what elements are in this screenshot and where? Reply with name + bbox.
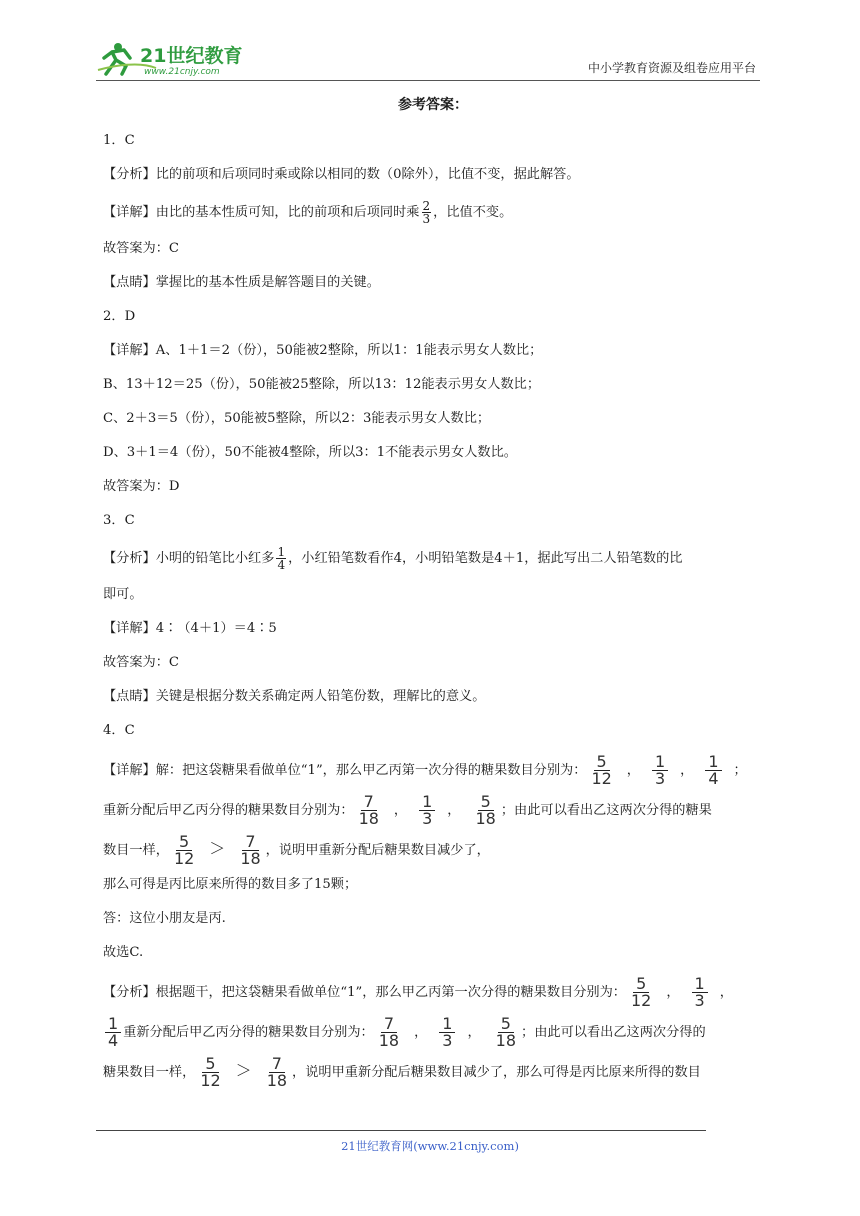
fraction [419, 794, 435, 827]
numerator: 7 [242, 834, 258, 851]
q3-detail-text: 4∶（4＋1）＝4∶5 [155, 621, 277, 636]
q3-analysis [103, 544, 763, 574]
q1-detail [103, 198, 763, 228]
q4-detail-5: 答：这位小朋友是丙. [103, 911, 226, 926]
site-logo [96, 38, 266, 78]
detail-tag: 【详解】 [103, 763, 156, 778]
q3-comment [103, 686, 763, 708]
denominator: 4 [277, 558, 286, 572]
numerator: 1 [692, 976, 708, 993]
fraction [237, 834, 263, 867]
q3-number: 3．C [103, 513, 135, 528]
fraction [628, 976, 654, 1009]
denominator: 3 [422, 809, 433, 828]
numerator: 2 [422, 199, 431, 213]
q4-detail-text: 数目一样， [103, 843, 169, 858]
q4-analysis-text-end: ；由此可以看出乙这两次分得的 [521, 1025, 706, 1040]
fraction [472, 794, 498, 827]
numerator: 1 [105, 1016, 121, 1033]
q4-number: 4．C [103, 723, 135, 738]
q2-line-c: C、2＋3＝5（份），50能被5整除，所以2：3能表示男女人数比； [103, 411, 491, 426]
fraction [692, 976, 708, 1009]
fraction [439, 1016, 455, 1049]
q2-detail-a [103, 340, 763, 362]
denominator: 18 [495, 1031, 517, 1050]
q4-analysis-2: $\frac{1}{4}$ 重新分配后甲乙丙分得的糖果数目分别为： $\frac{7}{18}$ ， $\frac{1}{3}$ ， $\frac{5}{18}$ ；由此可以看出乙这两次分得的 [103, 1016, 763, 1046]
logo-text: 21世纪教育 [140, 45, 243, 67]
denominator: 3 [422, 212, 431, 226]
logo-url: www.21cnjy.com [144, 67, 220, 77]
numerator: 5 [176, 834, 192, 851]
fraction [588, 754, 614, 787]
denominator: 18 [266, 1071, 288, 1090]
q3-analysis-cont: 即可。 [103, 587, 143, 602]
q4-analysis-text: 糖果数目一样， [103, 1065, 196, 1080]
fraction [705, 754, 721, 787]
denominator: 4 [708, 769, 719, 788]
q3-answer: 故答案为：C [103, 655, 180, 670]
numerator: 1 [439, 1016, 455, 1033]
greater-than: ＞ [235, 1061, 252, 1080]
denominator: 18 [358, 809, 379, 828]
q1-analysis [103, 164, 763, 186]
detail-tag: 【详解】 [103, 343, 156, 358]
fraction [171, 834, 197, 867]
analysis-tag: 【分析】 [103, 985, 156, 1000]
q4-analysis-3 [103, 1054, 763, 1090]
denominator: 12 [173, 849, 195, 868]
denominator: 3 [442, 1031, 453, 1050]
q4-detail-text: 解：把这袋糖果看做单位“1”，那么甲乙丙第一次分得的糖果数目分别为： [155, 763, 587, 778]
fraction [197, 1056, 223, 1089]
denominator: 18 [378, 1031, 400, 1050]
denominator: 18 [475, 809, 496, 828]
q4-detail-6: 故选C. [103, 945, 144, 960]
q1-number: 1．C [103, 133, 135, 148]
page-title: 参考答案： [398, 97, 468, 113]
fraction [376, 1016, 402, 1049]
greater-than: ＞ [209, 839, 226, 858]
q4-detail-text-end: ；由此可以看出乙这两次分得的糖果 [500, 803, 712, 818]
q4-detail-text: 重新分配后甲乙丙分得的糖果数目分别为： [103, 803, 354, 818]
numerator: 7 [361, 794, 377, 811]
fraction [105, 1016, 121, 1049]
q3-comment-text: 关键是根据分数关系确定两人铅笔份数，理解比的意义。 [155, 689, 486, 704]
fraction [493, 1016, 519, 1049]
denominator: 3 [694, 991, 705, 1010]
denominator: 12 [631, 991, 652, 1010]
numerator: 1 [419, 794, 435, 811]
q4-detail-text-end: ，说明甲重新分配后糖果数目减少了， [265, 843, 490, 858]
q3-detail [103, 618, 763, 640]
footer-rule [96, 1130, 706, 1131]
q4-analysis-text: 根据题干，把这袋糖果看做单位“1”，那么甲乙丙第一次分得的糖果数目分别为： [155, 985, 626, 1000]
q3-analysis-text-end: ，小红铅笔数看作4，小明铅笔数是4＋1，据此写出二人铅笔数的比 [288, 551, 683, 566]
detail-tag: 【详解】 [103, 621, 156, 636]
comment-tag: 【点睛】 [103, 689, 156, 704]
page-footer: 21世纪教育网(www.21cnjy.com) [341, 1139, 519, 1153]
platform-name: 中小学教育资源及组卷应用平台 [587, 61, 756, 75]
q4-analysis-text: 重新分配后甲乙丙分得的糖果数目分别为： [123, 1025, 374, 1040]
q1-comment-text: 掌握比的基本性质是解答题目的关键。 [155, 275, 380, 290]
denominator: 18 [240, 849, 261, 868]
numerator: 5 [478, 794, 494, 811]
numerator: 5 [202, 1056, 218, 1073]
analysis-tag: 【分析】 [103, 551, 156, 566]
q1-detail-text: 由比的基本性质可知，比的前项和后项同时乘 [155, 205, 420, 220]
denominator: 4 [108, 1031, 119, 1050]
fraction [264, 1056, 290, 1089]
answer-content [103, 94, 763, 1096]
numerator: 7 [269, 1056, 285, 1073]
numerator: 1 [277, 545, 286, 559]
q1-answer: 故答案为：C [103, 241, 180, 256]
q1-analysis-text: 比的前项和后项同时乘或除以相同的数（0除外），比值不变，据此解答。 [155, 167, 580, 182]
fraction [652, 754, 668, 787]
denominator: 3 [654, 769, 666, 788]
q1-comment [103, 272, 763, 294]
q2-line-a: A、1＋1＝2（份），50能被2整除，所以1：1能表示男女人数比； [155, 343, 543, 358]
analysis-tag: 【分析】 [103, 167, 156, 182]
numerator: 5 [498, 1016, 514, 1033]
detail-tag: 【详解】 [103, 205, 156, 220]
numerator: 5 [633, 976, 649, 993]
numerator: 1 [705, 754, 721, 771]
comment-tag: 【点睛】 [103, 275, 156, 290]
q4-analysis-text-end: ，说明甲重新分配后糖果数目减少了，那么可得是丙比原来所得的数目 [292, 1065, 701, 1080]
numerator: 7 [381, 1016, 397, 1033]
fraction [356, 794, 382, 827]
page-header [96, 34, 760, 81]
fraction [276, 546, 286, 571]
q2-line-d: D、3＋1＝4（份），50不能被4整除，所以3：1不能表示男女人数比。 [103, 445, 517, 460]
numerator: 1 [652, 754, 668, 771]
denominator: 12 [200, 1071, 221, 1090]
q2-number: 2．D [103, 309, 136, 324]
fraction [422, 200, 432, 225]
q4-detail-4: 那么可得是丙比原来所得的数目多了15颗； [103, 877, 358, 892]
q3-analysis-text: 小明的铅笔比小红多 [155, 551, 275, 566]
q2-line-b: B、13＋12＝25（份），50能被25整除，所以13：12能表示男女人数比； [103, 377, 541, 392]
q4-detail-3 [103, 832, 763, 868]
q4-detail-1: 【详解】解：把这袋糖果看做单位“1”，那么甲乙丙第一次分得的糖果数目分别为： $\frac{5}{12}$ ， $\frac{1}{3}$ ， $\frac{1}{4}$ ； [103, 752, 747, 788]
q2-answer: 故答案为：D [103, 479, 180, 494]
q4-detail-2: 重新分配后甲乙丙分得的糖果数目分别为： $\frac{7}{18}$ ， $\frac{1}{3}$ ， $\frac{5}{18}$ ；由此可以看出乙这两次分得的糖果 [103, 792, 712, 828]
q4-analysis-1: 【分析】根据题干，把这袋糖果看做单位“1”，那么甲乙丙第一次分得的糖果数目分别为： $\frac{5}{12}$ ， $\frac{1}{3}$ ， [103, 974, 733, 1010]
numerator: 5 [594, 754, 610, 771]
denominator: 12 [591, 769, 612, 788]
q1-detail-text-end: ，比值不变。 [433, 205, 513, 220]
